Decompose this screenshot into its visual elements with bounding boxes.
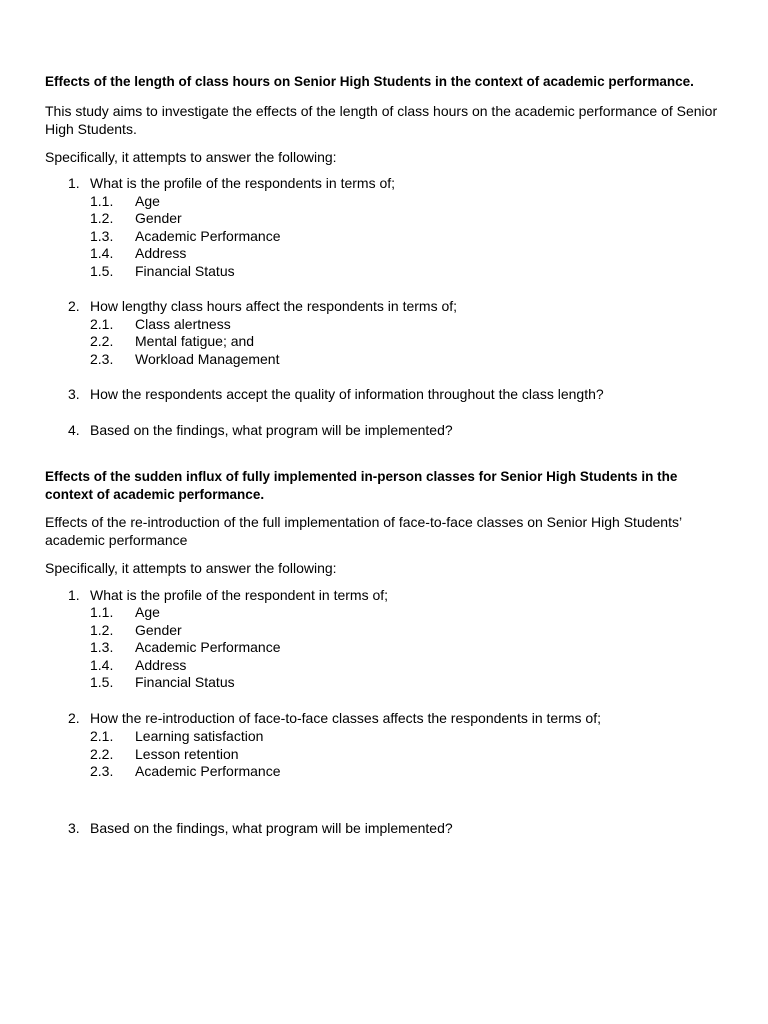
- s1-q1-sub3-text: Academic Performance: [135, 228, 281, 244]
- section2-lead: Specifically, it attempts to answer the following:: [45, 560, 337, 576]
- s2-q2-sub1-text: Learning satisfaction: [135, 728, 264, 744]
- s1-q4-text: Based on the findings, what program will be implemented?: [90, 422, 453, 438]
- s2-q3-number: 3.: [68, 820, 80, 836]
- s1-q2-sub3-number: 2.3.: [90, 351, 114, 367]
- s1-q2-sub1-number: 2.1.: [90, 316, 114, 332]
- s1-q1-sub4-text: Address: [135, 245, 187, 261]
- s1-q2-sub3-text: Workload Management: [135, 351, 280, 367]
- section1-lead: Specifically, it attempts to answer the following:: [45, 149, 337, 165]
- section1-heading: Effects of the length of class hours on Senior High Students in the context of academic performance.: [45, 74, 694, 89]
- s1-q1-sub2-text: Gender: [135, 210, 182, 226]
- s1-q2-sub2-number: 2.2.: [90, 333, 114, 349]
- s2-q1-sub5-text: Financial Status: [135, 674, 235, 690]
- s2-q2-sub2-number: 2.2.: [90, 746, 114, 762]
- s2-q1-sub2-text: Gender: [135, 622, 182, 638]
- s2-q1-sub5-number: 1.5.: [90, 674, 114, 690]
- s2-q2-sub3-text: Academic Performance: [135, 763, 281, 779]
- s1-q1-sub3-number: 1.3.: [90, 228, 114, 244]
- s2-q2-sub3-number: 2.3.: [90, 763, 114, 779]
- s1-q1-sub1-text: Age: [135, 193, 160, 209]
- s2-q2-sub2-text: Lesson retention: [135, 746, 239, 762]
- s2-q1-text: What is the profile of the respondent in terms of;: [90, 587, 389, 603]
- s1-q1-sub4-number: 1.4.: [90, 245, 114, 261]
- s1-q2-sub1-text: Class alertness: [135, 316, 231, 332]
- s2-q1-sub3-number: 1.3.: [90, 639, 114, 655]
- s2-q1-sub3-text: Academic Performance: [135, 639, 281, 655]
- s1-q1-sub5-text: Financial Status: [135, 263, 235, 279]
- s1-q2-text: How lengthy class hours affect the respondents in terms of;: [90, 298, 458, 314]
- s2-q3-text: Based on the findings, what program will be implemented?: [90, 820, 453, 836]
- s1-q2-sub2-text: Mental fatigue; and: [135, 333, 255, 349]
- s2-q2-number: 2.: [68, 710, 80, 726]
- s1-q3-text: How the respondents accept the quality of information throughout the class length?: [90, 386, 604, 402]
- s1-q1-sub1-number: 1.1.: [90, 193, 114, 209]
- s1-q1-sub2-number: 1.2.: [90, 210, 114, 226]
- s2-q1-sub4-number: 1.4.: [90, 657, 114, 673]
- section2-heading: Effects of the sudden influx of fully implemented in-person classes for Senior High Students in the context of academic performance.: [45, 469, 678, 502]
- s1-q4-number: 4.: [68, 422, 80, 438]
- s2-q2-text: How the re-introduction of face-to-face classes affects the respondents in terms of;: [90, 710, 601, 726]
- section2-intro: Effects of the re-introduction of the full implementation of face-to-face classes on Senior High Students’ academic performance: [45, 514, 682, 548]
- s1-q2-number: 2.: [68, 298, 80, 314]
- s2-q1-sub1-text: Age: [135, 604, 160, 620]
- section1-intro: This study aims to investigate the effects of the length of class hours on the academic performance of Senior High Students.: [45, 103, 718, 137]
- s1-q1-number: 1.: [68, 175, 80, 191]
- s2-q1-sub4-text: Address: [135, 657, 187, 673]
- s2-q2-sub1-number: 2.1.: [90, 728, 114, 744]
- s2-q1-number: 1.: [68, 587, 80, 603]
- s1-q3-number: 3.: [68, 386, 80, 402]
- s1-q1-sub5-number: 1.5.: [90, 263, 114, 279]
- s2-q1-sub1-number: 1.1.: [90, 604, 114, 620]
- s1-q1-text: What is the profile of the respondents in terms of;: [90, 175, 396, 191]
- s2-q1-sub2-number: 1.2.: [90, 622, 114, 638]
